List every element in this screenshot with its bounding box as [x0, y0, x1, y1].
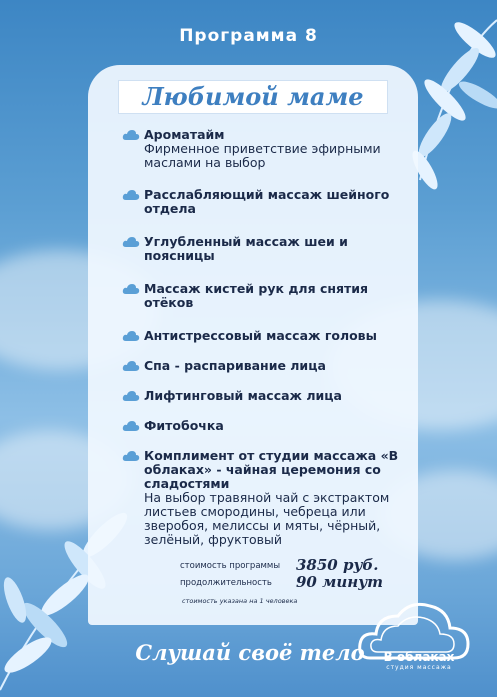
item-title: Фитобочка: [144, 418, 224, 433]
cost-row: [180, 556, 420, 573]
cloud-icon: [122, 450, 140, 462]
item-title: Массаж кистей рук для снятия отёков: [144, 281, 369, 310]
duration-label: продолжительность: [180, 578, 272, 588]
item-description: На выбор травяной чай с экстрактом листьев смородины, чебреца или зверобоя, мелиссы и мяты, чёрный, зелёный, фруктовый: [144, 490, 390, 547]
list-item: [122, 449, 412, 547]
cloud-icon: [122, 129, 140, 141]
cloud-icon: [122, 236, 140, 248]
services-list: [122, 128, 412, 547]
cloud-icon: [122, 283, 140, 295]
cost-label: стоимость программы: [180, 561, 281, 571]
price-note: стоимость указана на 1 человека: [182, 597, 298, 605]
cloud-icon: [122, 189, 140, 201]
duration-row: [180, 573, 420, 590]
list-item: [122, 235, 412, 263]
list-item: [122, 282, 412, 310]
item-title: Углубленный массаж шеи и поясницы: [144, 234, 348, 263]
list-item: [122, 128, 412, 170]
list-item: [122, 419, 412, 433]
item-title: Ароматайм: [144, 127, 225, 142]
cloud-icon: [122, 360, 140, 372]
list-item: [122, 359, 412, 373]
item-title: Расслабляющий массаж шейного отдела: [144, 187, 390, 216]
item-description: Фирменное приветствие эфирными маслами на выбор: [144, 141, 381, 170]
logo-subtitle: студия массажа: [386, 664, 452, 671]
price-block: [180, 556, 420, 590]
cloud-icon: [122, 390, 140, 402]
item-title: Лифтинговый массаж лица: [144, 388, 342, 403]
duration-value: 90 минут: [296, 573, 384, 591]
program-title: Программа 8: [179, 26, 318, 46]
item-title: Антистрессовый массаж головы: [144, 328, 377, 343]
card-title-box: [118, 80, 388, 114]
card-title: Любимой маме: [142, 82, 364, 111]
list-item: [122, 329, 412, 343]
cloud-icon: [122, 420, 140, 432]
item-title: Спа - распаривание лица: [144, 358, 326, 373]
item-title: Комплимент от студии массажа «В облаках» - чайная церемония со сладостями: [144, 448, 399, 491]
logo-text: [374, 650, 464, 671]
logo-name: В облаках: [383, 650, 455, 664]
list-item: [122, 188, 412, 216]
cloud-icon: [122, 330, 140, 342]
list-item: [122, 389, 412, 403]
slogan: Слушай своё тело: [135, 640, 365, 665]
cost-value: 3850 руб.: [296, 556, 379, 574]
